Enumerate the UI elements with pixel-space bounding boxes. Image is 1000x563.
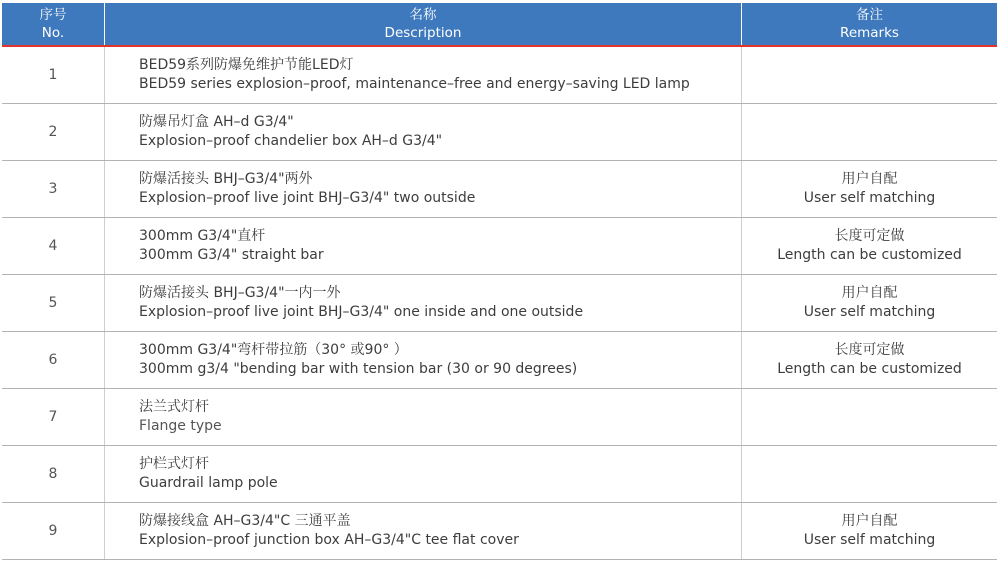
table-header	[2, 3, 997, 47]
parts-table	[2, 3, 997, 560]
row-number: 2	[48, 123, 58, 140]
header-desc-cn: 名称	[409, 7, 437, 23]
table-row	[2, 503, 997, 560]
row-remarks	[741, 47, 997, 103]
row-remarks	[741, 275, 997, 331]
row-description	[104, 332, 741, 388]
desc-en: BED59 series explosion–proof, maintenance–free and energy–saving LED lamp	[139, 76, 690, 92]
table-row	[2, 161, 997, 218]
row-number: 1	[48, 66, 58, 83]
rem-en: Length can be customized	[777, 361, 962, 377]
row-description	[104, 503, 741, 559]
row-number: 7	[48, 408, 58, 425]
table-row	[2, 332, 997, 389]
desc-en: Flange type	[139, 418, 222, 434]
row-remarks	[741, 161, 997, 217]
row-remarks	[741, 446, 997, 502]
row-number: 6	[48, 351, 58, 368]
desc-cn: 防爆活接头 BHJ–G3/4"一内一外	[139, 285, 341, 301]
row-remarks	[741, 503, 997, 559]
row-number: 4	[48, 237, 58, 254]
table-row	[2, 446, 997, 503]
rem-cn: 用户自配	[841, 285, 898, 301]
table-row	[2, 218, 997, 275]
header-no-cn: 序号	[39, 7, 67, 23]
desc-cn: 防爆吊灯盒 AH–d G3/4"	[139, 114, 294, 130]
desc-en: Explosion–proof chandelier box AH–d G3/4"	[139, 133, 443, 149]
desc-cn: 护栏式灯杆	[139, 456, 209, 472]
rem-en: User self matching	[803, 304, 936, 320]
rem-cn: 长度可定做	[834, 342, 905, 358]
rem-cn: 长度可定做	[834, 228, 905, 244]
row-description	[104, 161, 741, 217]
table-row	[2, 104, 997, 161]
header-desc-en: Description	[384, 25, 462, 41]
row-description	[104, 104, 741, 160]
header-no	[2, 3, 104, 45]
rem-cn: 用户自配	[841, 513, 898, 529]
desc-en: Explosion–proof junction box AH–G3/4"C tee flat cover	[139, 532, 519, 548]
row-description	[104, 218, 741, 274]
row-number: 5	[48, 294, 58, 311]
header-rem-cn: 备注	[856, 7, 883, 23]
row-description	[104, 446, 741, 502]
rem-en: User self matching	[803, 190, 936, 206]
desc-en: 300mm G3/4" straight bar	[139, 247, 324, 263]
row-remarks	[741, 389, 997, 445]
desc-cn: 300mm G3/4"弯杆带拉筋（30° 或90° ）	[139, 342, 408, 358]
row-description	[104, 389, 741, 445]
row-description	[104, 47, 741, 103]
row-remarks	[741, 332, 997, 388]
desc-en: Guardrail lamp pole	[139, 475, 278, 491]
row-number: 3	[48, 180, 58, 197]
row-description	[104, 275, 741, 331]
desc-cn: 法兰式灯杆	[139, 399, 209, 415]
desc-cn: 防爆活接头 BHJ–G3/4"两外	[139, 171, 313, 187]
desc-cn: 防爆接线盒 AH–G3/4"C 三通平盖	[139, 513, 351, 529]
header-description	[104, 3, 741, 45]
desc-cn: 300mm G3/4"直杆	[139, 228, 266, 244]
row-remarks	[741, 218, 997, 274]
header-no-en: No.	[41, 25, 65, 41]
row-remarks	[741, 104, 997, 160]
table-row	[2, 275, 997, 332]
header-rem-en: Remarks	[840, 25, 899, 41]
row-number: 8	[48, 465, 58, 482]
row-number: 9	[48, 522, 58, 539]
table-row	[2, 47, 997, 104]
table-row	[2, 389, 997, 446]
desc-en: 300mm g3/4 "bending bar with tension bar (30 or 90 degrees)	[139, 361, 578, 377]
rem-cn: 用户自配	[841, 171, 898, 187]
rem-en: User self matching	[803, 532, 936, 548]
rem-en: Length can be customized	[777, 247, 962, 263]
header-remarks	[741, 3, 997, 45]
desc-cn: BED59系列防爆免维护节能LED灯	[139, 57, 354, 73]
desc-en: Explosion–proof live joint BHJ–G3/4" two outside	[139, 190, 476, 206]
desc-en: Explosion–proof live joint BHJ–G3/4" one inside and one outside	[139, 304, 584, 320]
